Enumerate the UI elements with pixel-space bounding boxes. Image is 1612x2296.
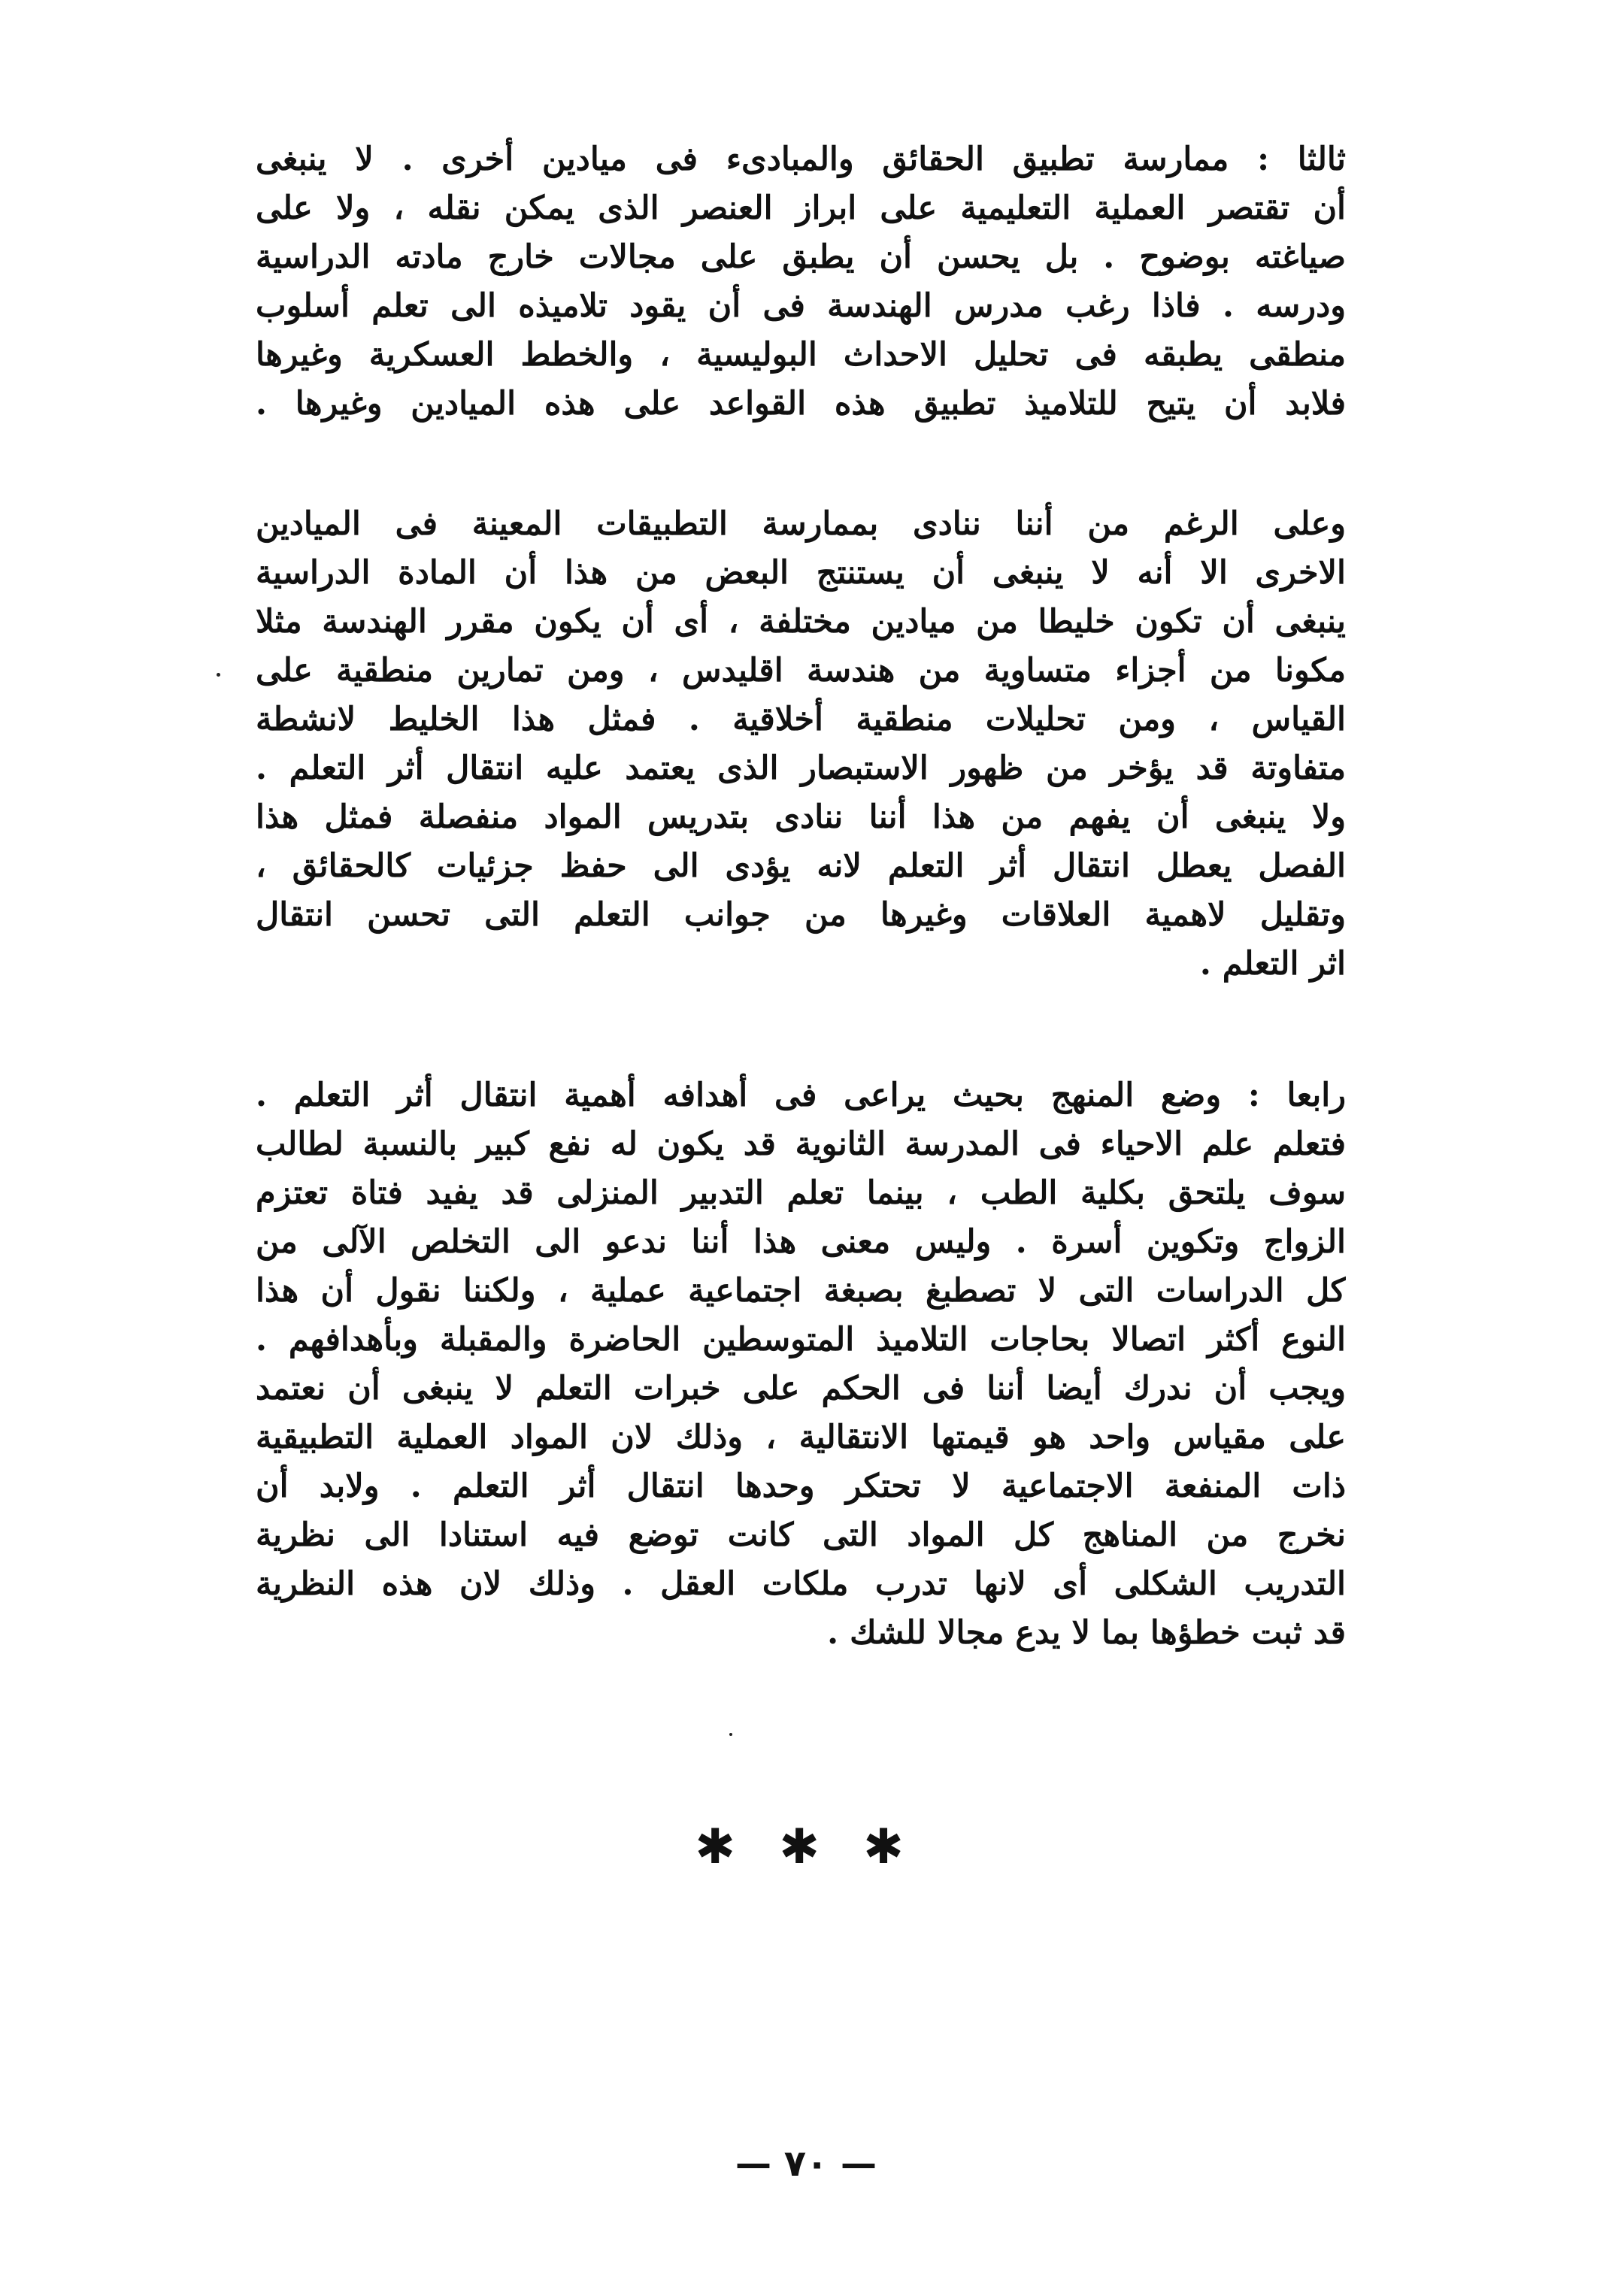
paragraph-line: التدريب الشكلى أى لانها تدرب ملكات العقل . وذلك لان هذه النظرية <box>256 1565 1346 1603</box>
paragraph-line: أن تقتصر العملية التعليمية على ابراز العنصر الذى يمكن نقله ، ولا على <box>256 189 1346 227</box>
paragraph-1 <box>256 135 1346 429</box>
scan-speck <box>729 1733 732 1736</box>
paragraph-line: وعلى الرغم من أننا ننادى بممارسة التطبيقات المعينة فى الميادين <box>256 505 1346 543</box>
paragraph-3 <box>256 1071 1346 1658</box>
paragraph-line: قد ثبت خطؤها بما لا يدع مجالا للشك . <box>827 1614 1346 1652</box>
paragraph-line: الزواج وتكوين أسرة . وليس معنى هذا أننا ندعو الى التخلص الآلى من <box>256 1223 1346 1261</box>
paragraph-2 <box>256 500 1346 989</box>
paragraph-line: نخرج من المناهج كل المواد التى كانت توضع فيه استنادا الى نظرية <box>256 1516 1346 1554</box>
paragraph-line: الفصل يعطل انتقال أثر التعلم لانه يؤدى الى حفظ جزئيات كالحقائق ، <box>256 847 1346 885</box>
paragraph-line: ينبغى أن تكون خليطا من ميادين مختلفة ، أى أن يكون مقرر الهندسة مثلا <box>256 603 1346 641</box>
paragraph-line: اثر التعلم . <box>1199 945 1346 983</box>
paragraph-line: وتقليل لاهمية العلاقات وغيرها من جوانب التعلم التى تحسن انتقال <box>256 896 1346 934</box>
paragraph-line: الاخرى الا أنه لا ينبغى أن يستنتج البعض من هذا أن المادة الدراسية <box>256 554 1346 592</box>
paragraph-line: ثالثا : ممارسة تطبيق الحقائق والمبادىء فى ميادين أخرى . لا ينبغى <box>256 141 1346 178</box>
paragraph-line: متفاوتة قد يؤخر من ظهور الاستبصار الذى يعتمد عليه انتقال أثر التعلم . <box>256 750 1346 787</box>
paragraph-line: القياس ، ومن تحليلات منطقية أخلاقية . فمثل هذا الخليط لانشطة <box>256 701 1346 738</box>
paragraph-line: منطقى يطبقه فى تحليل الاحداث البوليسية ، والخطط العسكرية وغيرها <box>256 336 1346 374</box>
page-number: — ٧٠ — <box>735 2143 877 2185</box>
scan-speck <box>217 673 220 677</box>
paragraph-line: كل الدراسات التى لا تصطبغ بصبغة اجتماعية عملية ، ولكننا نقول أن هذا <box>256 1272 1346 1310</box>
paragraph-line: النوع أكثر اتصالا بحاجات التلاميذ المتوسطين الحاضرة والمقبلة وبأهدافهم . <box>256 1321 1346 1359</box>
paragraph-line: ذات المنفعة الاجتماعية لا تحتكر وحدها انتقال أثر التعلم . ولابد أن <box>256 1468 1346 1505</box>
paragraph-line: مكونا من أجزاء متساوية من هندسة اقليدس ، ومن تمارين منطقية على <box>256 652 1346 689</box>
paragraph-line: سوف يلتحق بكلية الطب ، بينما تعلم التدبير المنزلى قد يفيد فتاة تعتزم <box>256 1174 1346 1212</box>
paragraph-line: ودرسه . فاذا رغب مدرس الهندسة فى أن يقود تلاميذه الى تعلم أسلوب <box>256 287 1346 325</box>
paragraph-line: صياغته بوضوح . بل يحسن أن يطبق على مجالات خارج مادته الدراسية <box>256 238 1346 276</box>
paragraph-line: فلابد أن يتيح للتلاميذ تطبيق هذه القواعد على هذه الميادين وغيرها . <box>256 385 1346 423</box>
paragraph-line: رابعا : وضع المنهج بحيث يراعى فى أهدافه أهمية انتقال أثر التعلم . <box>256 1077 1346 1114</box>
paragraph-line: على مقياس واحد هو قيمتها الانتقالية ، وذلك لان المواد العملية التطبيقية <box>256 1419 1346 1456</box>
paragraph-line: ويجب أن ندرك أيضا أننا فى الحكم على خبرات التعلم لا ينبغى أن نعتمد <box>256 1370 1346 1407</box>
paragraph-line: ولا ينبغى أن يفهم من هذا أننا ننادى بتدريس المواد منفصلة فمثل هذا <box>256 798 1346 836</box>
paragraph-line: فتعلم علم الاحياء فى المدرسة الثانوية قد يكون له نفع كبير بالنسبة لطالب <box>256 1125 1346 1163</box>
section-separator: ✱ ✱ ✱ <box>695 1819 917 1875</box>
